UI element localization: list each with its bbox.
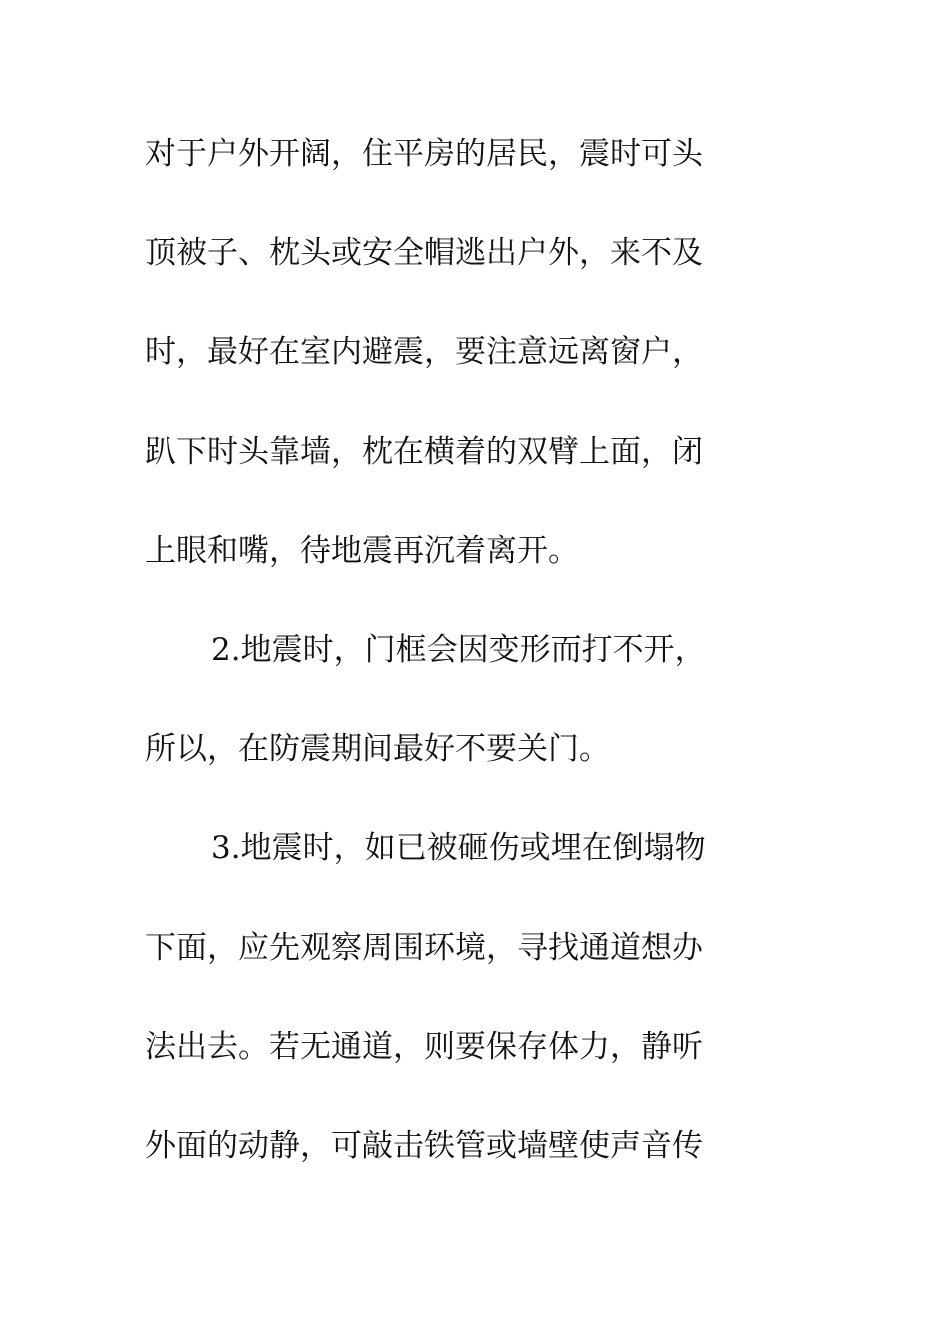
text-line: 对于户外开阔，住平房的居民，震时可头 <box>145 136 703 172</box>
text-line: 所以，在防震期间最好不要关门。 <box>145 731 610 768</box>
text-line: 趴下时头靠墙，枕在横着的双臂上面，闭 <box>145 433 703 470</box>
text-line: 法出去。若无通道，则要保存体力，静听 <box>145 1028 703 1065</box>
text-line: 下面，应先观察周围环境，寻找通道想办 <box>145 929 703 966</box>
text-line: 上眼和嘴，待地震再沉着离开。 <box>145 532 579 569</box>
text-line: 时，最好在室内避震，要注意远离窗户， <box>145 334 703 371</box>
body-text <box>145 126 805 1217</box>
text-line: 外面的动静，可敲击铁管或墙壁使声音传 <box>145 1127 703 1164</box>
text-line: 2.地震时，门框会因变形而打不开， <box>211 631 706 668</box>
text-line: 顶被子、枕头或安全帽逃出户外，来不及 <box>145 235 703 272</box>
text-line: 3.地震时，如已被砸伤或埋在倒塌物 <box>211 830 706 867</box>
